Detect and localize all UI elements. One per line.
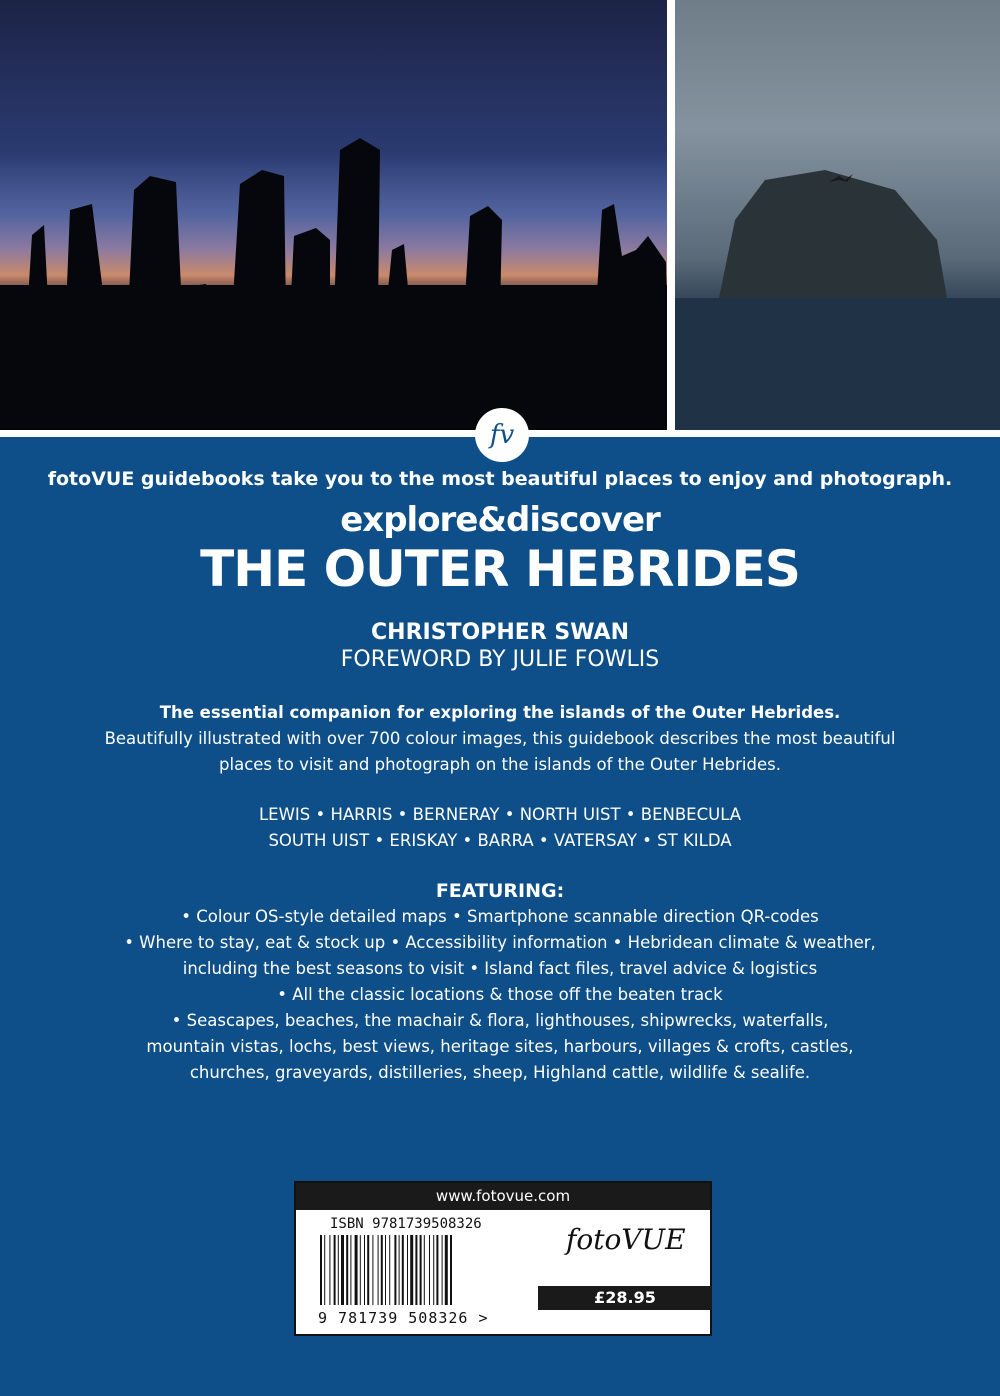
feature-line: • Seascapes, beaches, the machair & flora, lighthouses, shipwrecks, waterfalls, bbox=[171, 1011, 829, 1030]
barcode-bar bbox=[436, 1235, 438, 1305]
feature-line: churches, graveyards, distilleries, sheep, Highland cattle, wildlife & sealife. bbox=[189, 1063, 811, 1082]
barcode-bar bbox=[355, 1235, 358, 1305]
description-line: Beautifully illustrated with over 700 colour images, this guidebook describes the most beautiful bbox=[104, 729, 896, 748]
island-line: LEWIS • HARRIS • BERNERAY • NORTH UIST • BENBECULA bbox=[258, 805, 742, 824]
barcode-bar bbox=[360, 1235, 361, 1305]
barcode-bar bbox=[424, 1235, 425, 1305]
barcode-bar bbox=[320, 1235, 322, 1305]
barcode-bar bbox=[372, 1235, 373, 1305]
sea-stack-silhouette bbox=[675, 0, 1000, 430]
barcode-bar bbox=[399, 1235, 400, 1305]
barcode-bar bbox=[329, 1235, 330, 1305]
barcode-bar bbox=[433, 1235, 434, 1305]
barcode-bar bbox=[378, 1235, 379, 1305]
barcode-bar bbox=[334, 1235, 336, 1305]
barcode-number: 9 781739 508326 > bbox=[318, 1309, 489, 1327]
barcode-bar bbox=[442, 1235, 443, 1305]
barcode-bar bbox=[407, 1235, 408, 1305]
island-line: SOUTH UIST • ERISKAY • BARRA • VATERSAY • ST KILDA bbox=[268, 831, 732, 850]
website-url: www.fotovue.com bbox=[296, 1183, 710, 1210]
description bbox=[0, 700, 1000, 778]
cover-photos bbox=[0, 0, 1000, 437]
barcode-panel bbox=[294, 1181, 712, 1336]
barcode-bar bbox=[410, 1235, 413, 1305]
book-title: THE OUTER HEBRIDES bbox=[200, 540, 800, 598]
feature-line: including the best seasons to visit • Island fact files, travel advice & logistics bbox=[182, 959, 818, 978]
price-tag: £28.95 bbox=[538, 1286, 712, 1310]
barcode-bar bbox=[445, 1235, 448, 1305]
feature-list bbox=[0, 904, 1000, 1086]
featuring-heading: FEATURING: bbox=[435, 880, 565, 902]
sea-stack-mist-photo bbox=[675, 0, 1000, 430]
barcode-bar bbox=[385, 1235, 386, 1305]
barcode-bar bbox=[394, 1235, 396, 1305]
barcode-bar bbox=[420, 1235, 422, 1305]
island-list bbox=[0, 802, 1000, 854]
feature-line: • All the classic locations & those off the beaten track bbox=[277, 985, 723, 1004]
description-line: places to visit and photograph on the islands of the Outer Hebrides. bbox=[219, 755, 781, 774]
barcode-bar bbox=[346, 1235, 348, 1305]
isbn-label: ISBN 9781739508326 bbox=[330, 1216, 482, 1232]
barcode-bar bbox=[367, 1235, 369, 1305]
barcode-bar bbox=[338, 1235, 339, 1305]
barcode-bar bbox=[402, 1235, 404, 1305]
standing-stones-silhouette bbox=[0, 0, 667, 430]
tagline: fotoVUE guidebooks take you to the most beautiful places to enjoy and photograph. bbox=[47, 468, 953, 490]
foreword-credit: FOREWORD BY JULIE FOWLIS bbox=[340, 647, 660, 672]
barcode-bar bbox=[415, 1235, 417, 1305]
barcode-bar bbox=[350, 1235, 351, 1305]
description-lead: The essential companion for exploring the islands of the Outer Hebrides. bbox=[159, 703, 841, 722]
stone-circle-sunset-photo bbox=[0, 0, 667, 430]
publisher-logo: fotoVUE bbox=[566, 1223, 686, 1256]
barcode-bar bbox=[364, 1235, 365, 1305]
fotovue-logo bbox=[475, 408, 529, 462]
barcode-bar bbox=[341, 1235, 344, 1305]
barcode-bars bbox=[316, 1235, 506, 1307]
barcode-bar bbox=[324, 1235, 325, 1305]
feature-line: mountain vistas, lochs, best views, heritage sites, harbours, villages & crofts, castles, bbox=[146, 1037, 854, 1056]
barcode-bar bbox=[450, 1235, 452, 1305]
series-name: explore&discover bbox=[340, 500, 660, 540]
author-name: CHRISTOPHER SWAN bbox=[371, 620, 629, 645]
feature-line: • Colour OS-style detailed maps • Smartphone scannable direction QR-codes bbox=[181, 907, 819, 926]
feature-line: • Where to stay, eat & stock up • Accessibility information • Hebridean climate & weather, bbox=[124, 933, 876, 952]
barcode-bar bbox=[429, 1235, 430, 1305]
barcode-bar bbox=[389, 1235, 390, 1305]
logo-mark: fv bbox=[489, 420, 515, 450]
barcode-bar bbox=[381, 1235, 383, 1305]
